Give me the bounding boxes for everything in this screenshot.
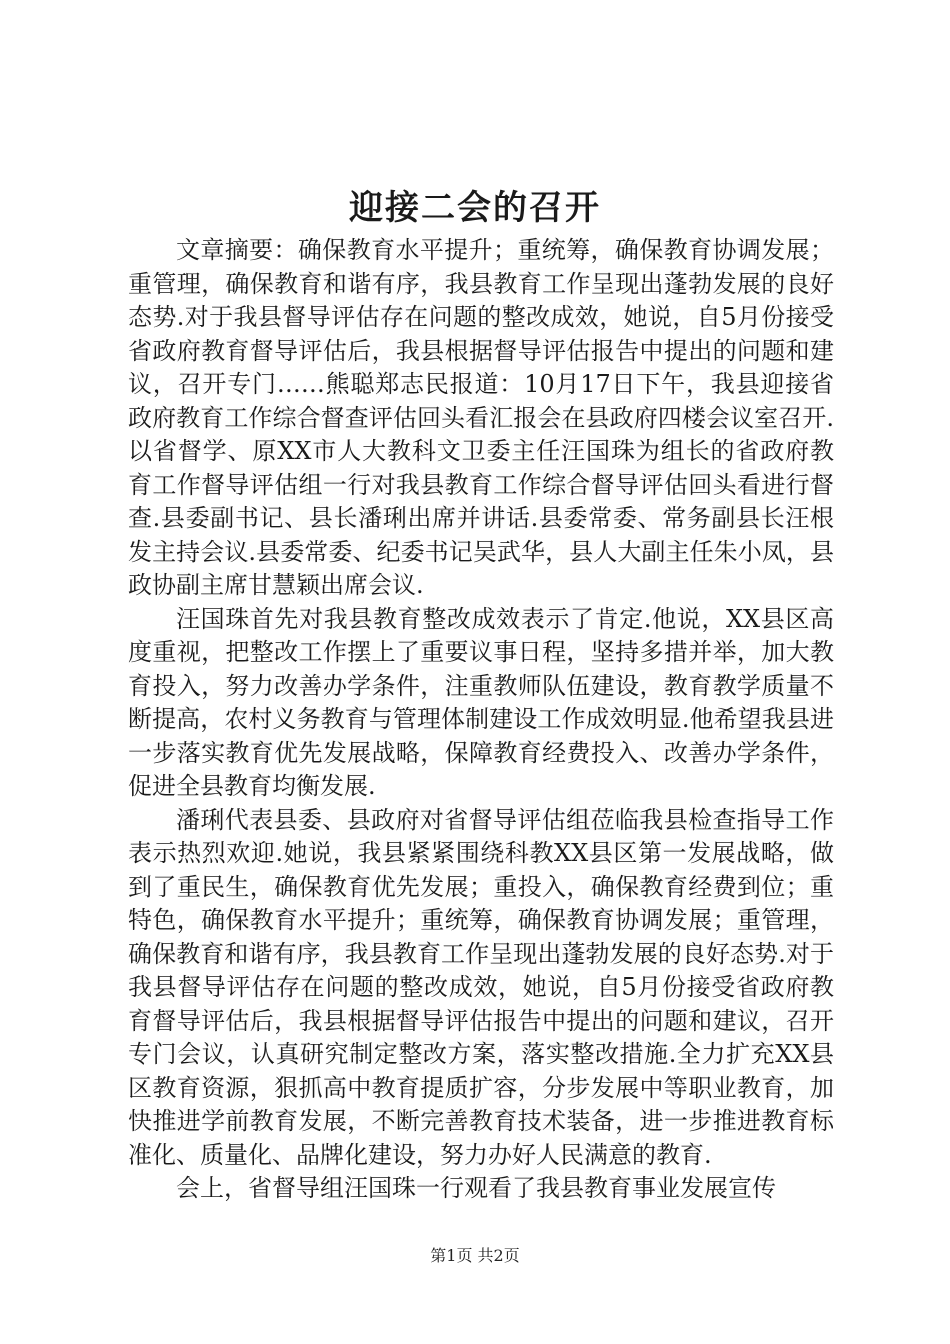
- document-title: 迎接二会的召开: [349, 188, 601, 228]
- paragraph-wang-remarks: 汪国珠首先对我县教育整改成效表示了肯定.他说，XX县区高度重视，把整改工作摆上了重要议事日程，坚持多措并举，加大教育投入，努力改善办学条件，注重教师队伍建设，教育教学质量不断提高，农村义务教育与管理体制建设工作成效明显.他希望我县进一步落实教育优先发展战略，保障教育经费投入、改善办学条件，促进全县教育均衡发展.: [128, 604, 834, 800]
- paragraph-meeting: 会上，省督导组汪国珠一行观看了我县教育事业发展宣传: [176, 1174, 776, 1202]
- document-body: [128, 234, 834, 1206]
- page-number-footer: 第1页 共2页: [430, 1246, 520, 1265]
- paragraph-pan-remarks: 潘琍代表县委、县政府对省督导评估组莅临我县检查指导工作表示热烈欢迎.她说，我县紧紧围绕科教XX县区第一发展战略，做到了重民生，确保教育优先发展；重投入，确保教育经费到位；重特色，确保教育水平提升；重统筹，确保教育协调发展；重管理，确保教育和谐有序，我县教育工作呈现出蓬勃发展的良好态势.对于我县督导评估存在问题的整改成效，她说，自5月份接受省政府教育督导评估后，我县根据督导评估报告中提出的问题和建议，召开专门会议，认真研究制定整改方案，落实整改措施.全力扩充XX县区教育资源，狠抓高中教育提质扩容，分步发展中等职业教育，加快推进学前教育发展，不断完善教育技术装备，进一步推进教育标准化、质量化、品牌化建设，努力办好人民满意的教育.: [128, 805, 834, 1169]
- paragraph-abstract: 文章摘要：确保教育水平提升；重统筹，确保教育协调发展；重管理，确保教育和谐有序，我县教育工作呈现出蓬勃发展的良好态势.对于我县督导评估存在问题的整改成效，她说，自5月份接受省政府教育督导评估后，我县根据督导评估报告中提出的问题和建议，召开专门……熊聪郑志民报道：10月17日下午，我县迎接省政府教育工作综合督查评估回头看汇报会在县政府四楼会议室召开.以省督学、原XX市人大教科文卫委主任汪国珠为组长的省政府教育工作督导评估组一行对我县教育工作综合督导评估回头看进行督查.县委副书记、县长潘琍出席并讲话.县委常委、常务副县长汪根发主持会议.县委常委、纪委书记吴武华，县人大副主任朱小凤，县政协副主席甘慧颖出席会议.: [128, 236, 834, 599]
